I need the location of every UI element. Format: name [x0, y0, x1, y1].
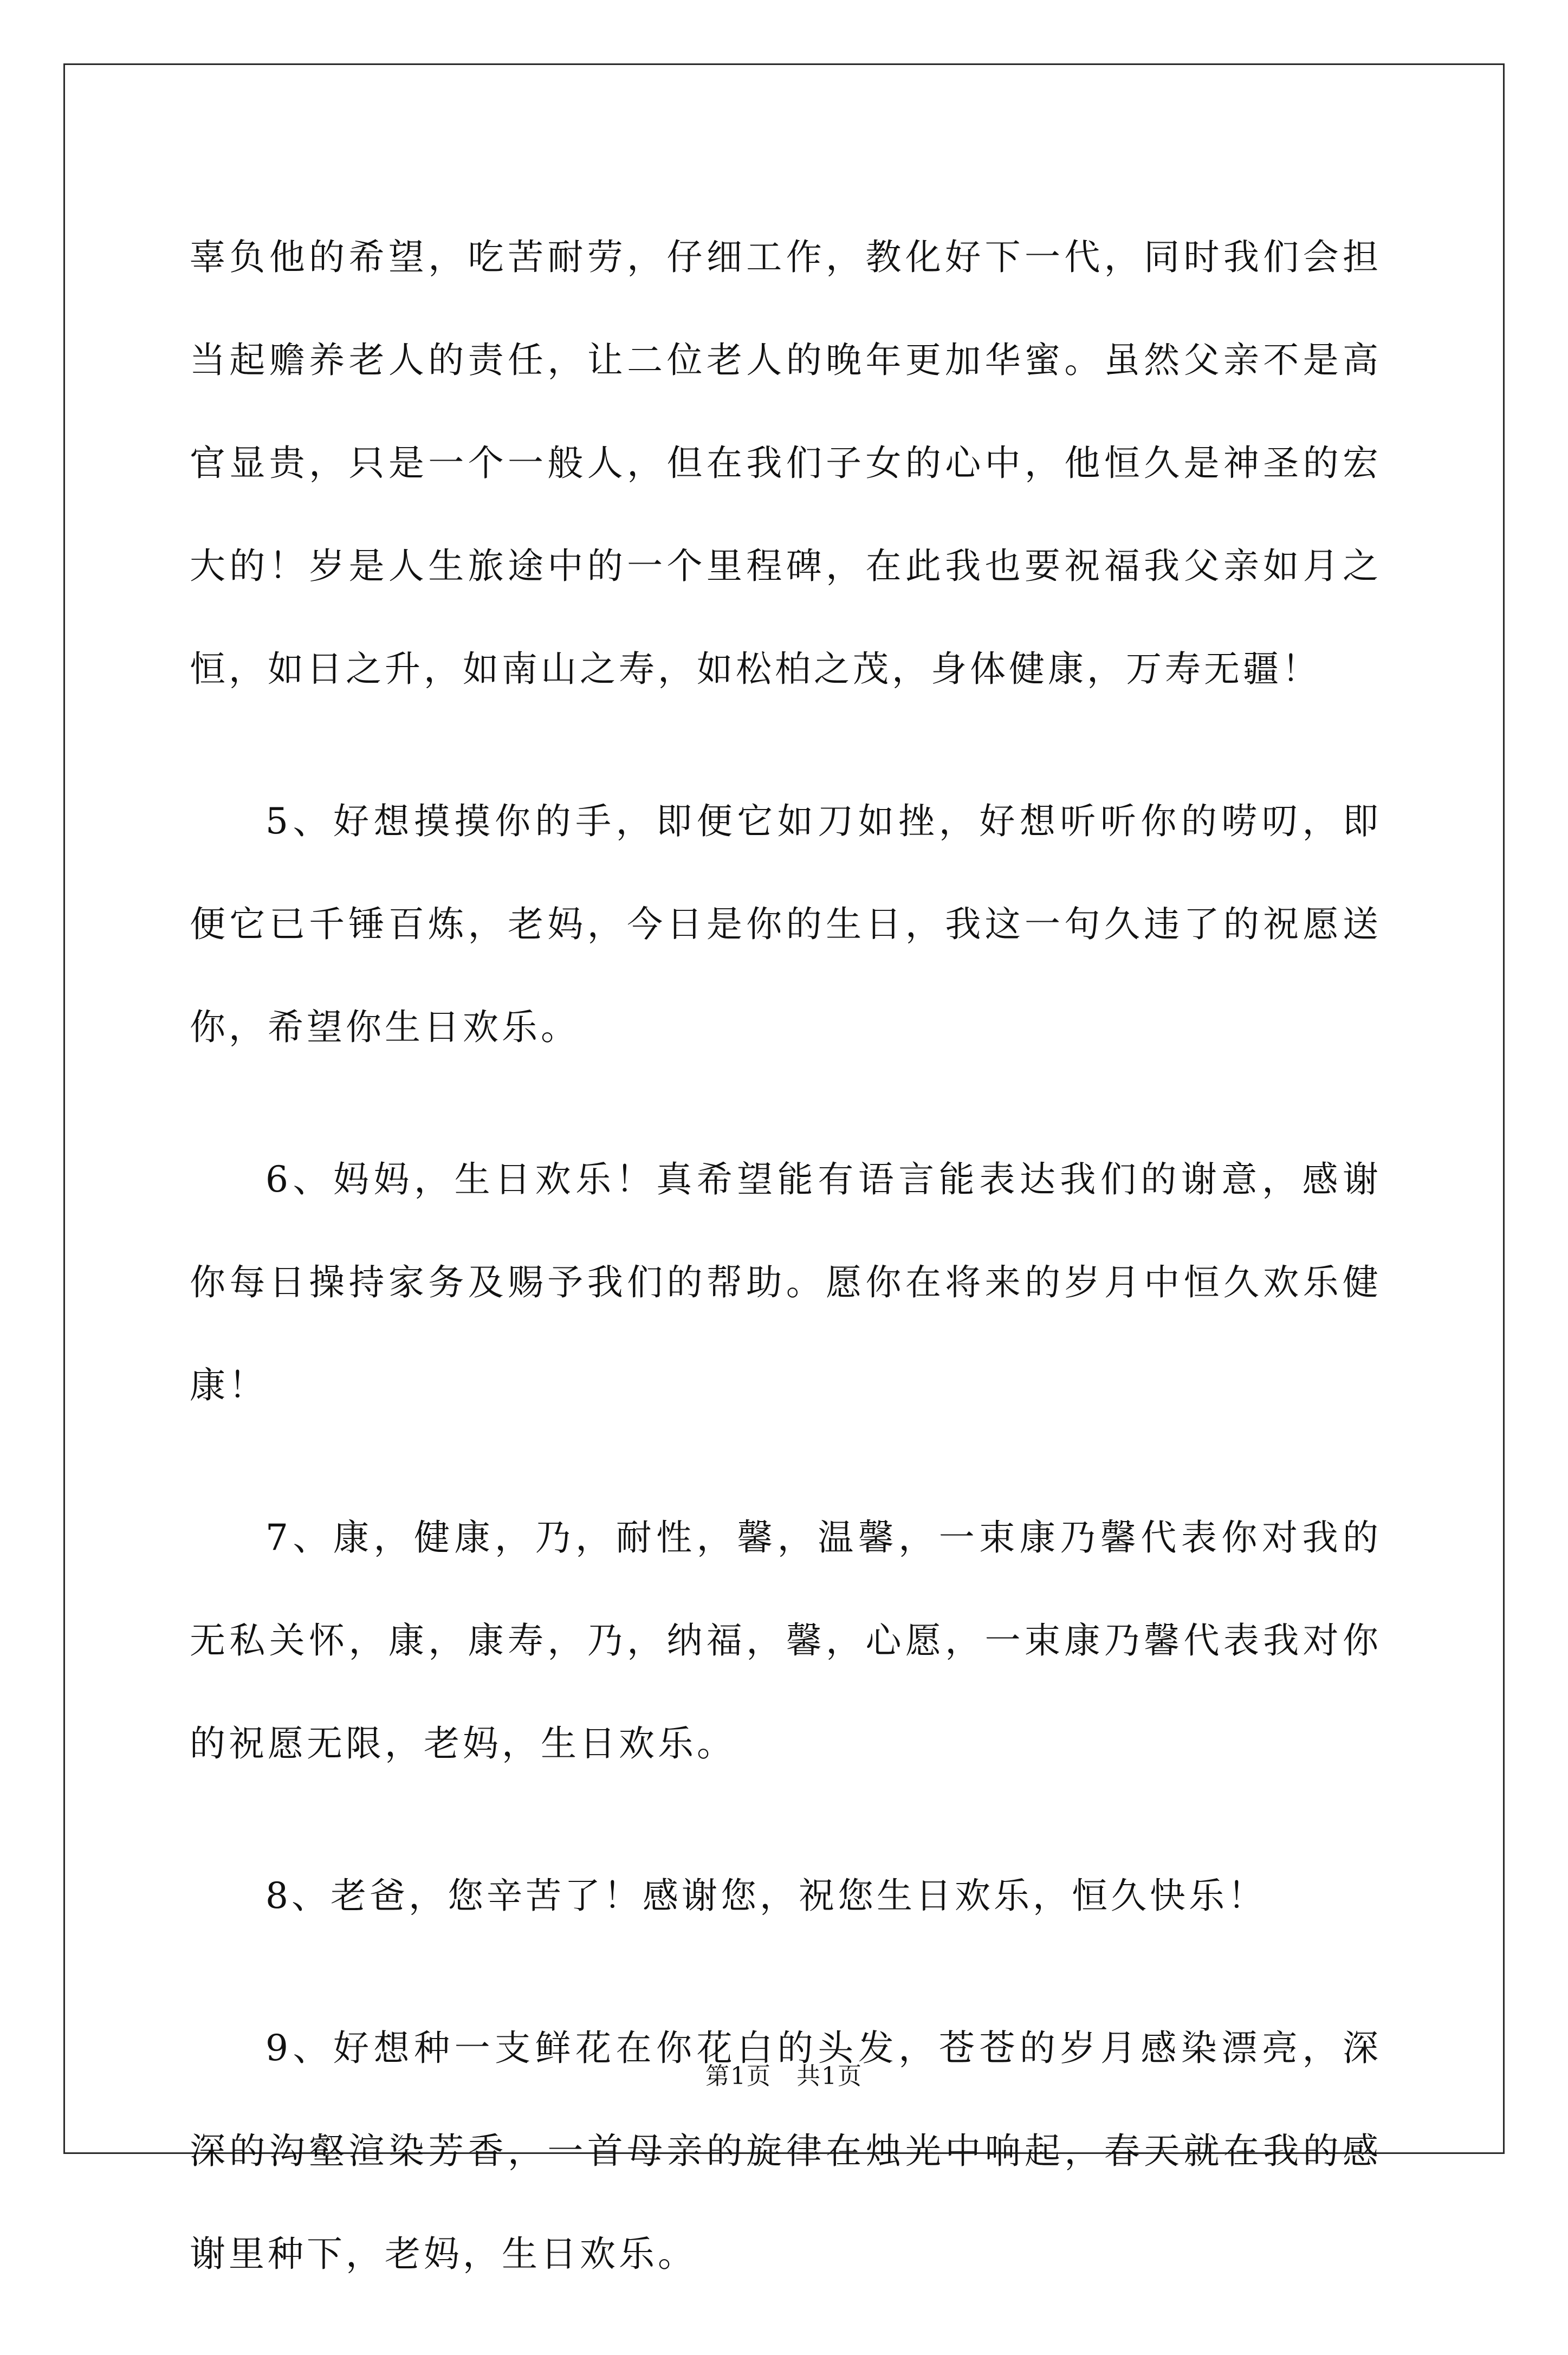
paragraph-item-7: 7、康，健康，乃，耐性，馨，温馨，一束康乃馨代表你对我的无私关怀，康，康寿，乃，纳福，馨，心愿，一束康乃馨代表我对你的祝愿无限，老妈，生日欢乐。 [190, 1517, 1382, 1764]
document-body [190, 206, 1382, 2355]
paragraph-continued: 辜负他的希望，吃苦耐劳，仔细工作，教化好下一代，同时我们会担当起赡养老人的责任，让二位老人的晚年更加华蜜。虽然父亲不是高官显贵，只是一个一般人，但在我们子女的心中，他恒久是神圣的宏大的！岁是人生旅途中的一个里程碑，在此我也要祝福我父亲如月之恒，如日之升，如南山之寿，如松柏之茂，身体健康，万寿无疆！ [190, 236, 1382, 690]
paragraph-item-8: 8、老爸，您辛苦了！感谢您，祝您生日欢乐，恒久快乐！ [265, 1875, 1267, 1917]
paragraph-item-6: 6、妈妈，生日欢乐！真希望能有语言能表达我们的谢意，感谢你每日操持家务及赐予我们的帮助。愿你在将来的岁月中恒久欢乐健康！ [190, 1159, 1382, 1406]
paragraph-item-5: 5、好想摸摸你的手，即便它如刀如挫，好想听听你的唠叨，即便它已千锤百炼，老妈，今日是你的生日，我这一句久违了的祝愿送你，希望你生日欢乐。 [190, 800, 1382, 1048]
page-number-footer: 第1页 共1页 [705, 2062, 863, 2090]
paragraph-item-9: 9、好想种一支鲜花在你花白的头发，苍苍的岁月感染漂亮，深深的沟壑渲染芳香，一首母亲的旋律在烛光中响起，春天就在我的感谢里种下，老妈，生日欢乐。 [190, 2027, 1382, 2275]
